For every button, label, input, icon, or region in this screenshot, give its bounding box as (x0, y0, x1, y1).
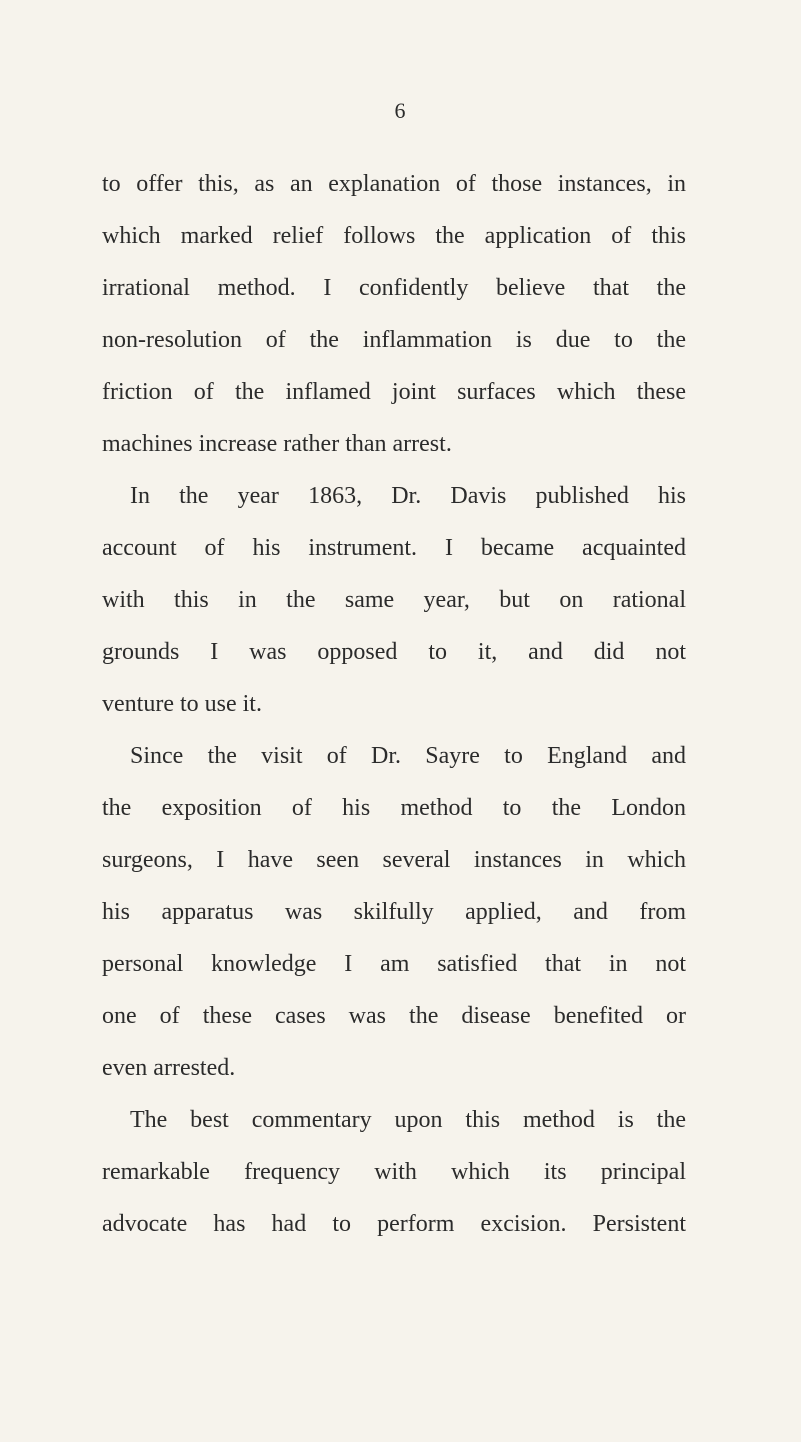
text-line: The best commentary upon this method is the (130, 1107, 686, 1133)
text-line: account of his instrument. I became acquainted (102, 535, 686, 561)
text-line: which marked relief follows the application of this (102, 223, 686, 249)
text-line: one of these cases was the disease benefited or (102, 1003, 686, 1029)
text-line: machines increase rather than arrest. (102, 431, 452, 457)
page-number: 6 (394, 98, 407, 123)
text-line: his apparatus was skilfully applied, and from (102, 899, 686, 925)
text-line: non-resolution of the inflammation is due to the (102, 327, 686, 353)
text-line: personal knowledge I am satisfied that in not (102, 951, 686, 977)
text-line: to offer this, as an explanation of those instances, in (102, 171, 686, 197)
text-line: remarkable frequency with which its principal (102, 1159, 686, 1185)
text-line: surgeons, I have seen several instances in which (102, 847, 686, 873)
body-text (102, 158, 686, 1250)
text-line: In the year 1863, Dr. Davis published his (130, 483, 686, 509)
text-line: venture to use it. (102, 691, 262, 717)
text-line: with this in the same year, but on rational (102, 587, 686, 613)
text-line: the exposition of his method to the London (102, 795, 686, 821)
text-line: even arrested. (102, 1055, 236, 1081)
text-line: grounds I was opposed to it, and did not (102, 639, 686, 665)
text-line: Since the visit of Dr. Sayre to England and (130, 743, 686, 769)
text-line: advocate has had to perform excision. Persistent (102, 1211, 686, 1237)
text-line: irrational method. I confidently believe that the (102, 275, 686, 301)
text-line: friction of the inflamed joint surfaces which these (102, 379, 686, 405)
